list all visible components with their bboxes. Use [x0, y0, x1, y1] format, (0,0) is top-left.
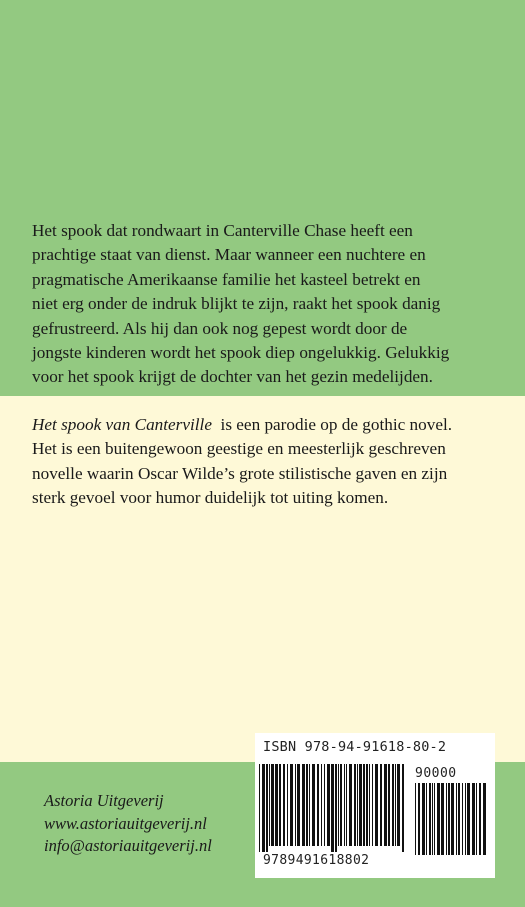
- barcode-bar: [441, 783, 444, 855]
- barcode-bar: [357, 764, 358, 846]
- barcode-bar: [335, 764, 337, 852]
- barcode-bar: [422, 783, 425, 855]
- barcode-bar: [451, 783, 454, 855]
- barcode-bar: [295, 764, 296, 846]
- barcode-bar: [331, 764, 334, 852]
- barcode-bar: [309, 764, 310, 846]
- barcode-bar: [418, 783, 420, 855]
- publisher-email: info@astoriauitgeverij.nl: [44, 836, 212, 855]
- publisher-website: www.astoriauitgeverij.nl: [44, 813, 207, 833]
- publisher-block: [44, 790, 212, 858]
- barcode-bar: [312, 764, 315, 846]
- barcode-bar: [269, 764, 270, 846]
- barcode-bar: [397, 764, 400, 846]
- ean-barcode: [259, 764, 409, 854]
- barcode-bar: [259, 764, 260, 852]
- barcode-bar: [324, 764, 325, 846]
- barcode-bar: [271, 764, 274, 846]
- barcode-bar: [321, 764, 322, 846]
- synopsis-line: voor het spook krijgt de dochter van het gezin medelijden.: [32, 367, 433, 387]
- barcode-bar: [317, 764, 319, 846]
- barcode-bar: [275, 764, 278, 846]
- barcode-bar: [262, 764, 265, 852]
- barcode-bar: [388, 764, 390, 846]
- barcode-bar: [434, 783, 435, 855]
- description-paragraph: [32, 413, 502, 511]
- synopsis-paragraph: [32, 219, 502, 390]
- description-line: novelle waarin Oscar Wilde’s grote stilistische gaven en zijn: [32, 463, 448, 483]
- barcode-bar: [369, 764, 370, 846]
- barcode-bar: [462, 783, 463, 855]
- synopsis-line: niet erg onder de indruk blijkt te zijn, raakt het spook danig: [32, 294, 441, 314]
- ean-digits: 9789491618802: [263, 853, 370, 868]
- barcode-bar: [380, 764, 382, 846]
- synopsis-line: prachtige staat van dienst. Maar wanneer een nuchtere en: [32, 245, 426, 265]
- barcode-bar: [344, 764, 345, 846]
- synopsis-line: jongste kinderen wordt het spook diep ongelukkig. Gelukkig: [32, 343, 450, 363]
- barcode-bar: [432, 783, 433, 855]
- description-line: Het is een buitengewoon geestige en meesterlijk geschreven: [32, 439, 446, 459]
- description-line: sterk gevoel voor humor duidelijk tot uiting komen.: [32, 488, 389, 508]
- barcode-bar: [338, 764, 339, 846]
- barcode-bar: [426, 783, 427, 855]
- book-title: Het spook van Canterville: [32, 415, 212, 434]
- barcode-bar: [458, 783, 460, 855]
- barcode-bar: [415, 783, 416, 855]
- barcode-bar: [283, 764, 285, 846]
- isbn-label: ISBN 978-94-91618-80-2: [263, 739, 447, 755]
- barcode-bar: [465, 783, 466, 855]
- barcode-bar: [354, 764, 356, 846]
- barcode-bar: [437, 783, 440, 855]
- synopsis-line: pragmatische Amerikaanse familie het kasteel betrekt en: [32, 269, 421, 289]
- barcode-bar: [363, 764, 365, 846]
- barcode-bar: [266, 764, 268, 852]
- description-line: is een parodie op de gothic novel.: [211, 415, 453, 434]
- barcode-bar: [340, 764, 342, 846]
- barcode-bar: [472, 783, 475, 855]
- barcode-bar: [372, 764, 373, 846]
- synopsis-line: Het spook dat rondwaart in Canterville Chase heeft een: [32, 221, 413, 240]
- barcode-bar: [287, 764, 288, 846]
- barcode-bar: [290, 764, 293, 846]
- isbn-barcode-box: [255, 733, 495, 878]
- barcode-bar: [349, 764, 352, 846]
- barcode-bar: [306, 764, 308, 846]
- barcode-bar: [302, 764, 305, 846]
- barcode-bar: [456, 783, 457, 855]
- barcode-bar: [375, 764, 378, 846]
- addon-code: 90000: [415, 766, 457, 781]
- barcode-bar: [402, 764, 404, 852]
- barcode-bar: [479, 783, 481, 855]
- barcode-bar: [483, 783, 486, 855]
- barcode-bar: [346, 764, 347, 846]
- barcode-bar: [392, 764, 394, 846]
- barcode-bar: [366, 764, 368, 846]
- barcode-bar: [448, 783, 450, 855]
- barcode-bar: [476, 783, 477, 855]
- barcode-bar: [384, 764, 387, 846]
- barcode-bar: [467, 783, 470, 855]
- synopsis-line: gefrustreerd. Als hij dan ook nog gepest wordt door de: [32, 318, 408, 338]
- barcode-bar: [359, 764, 362, 846]
- addon-barcode: [415, 783, 491, 863]
- barcode-bar: [429, 783, 431, 855]
- barcode-bar: [446, 783, 447, 855]
- barcode-bar: [297, 764, 300, 846]
- barcode-bar: [279, 764, 281, 846]
- barcode-bar: [395, 764, 396, 846]
- publisher-name: Astoria Uitgeverij: [44, 791, 164, 810]
- barcode-bar: [327, 764, 330, 846]
